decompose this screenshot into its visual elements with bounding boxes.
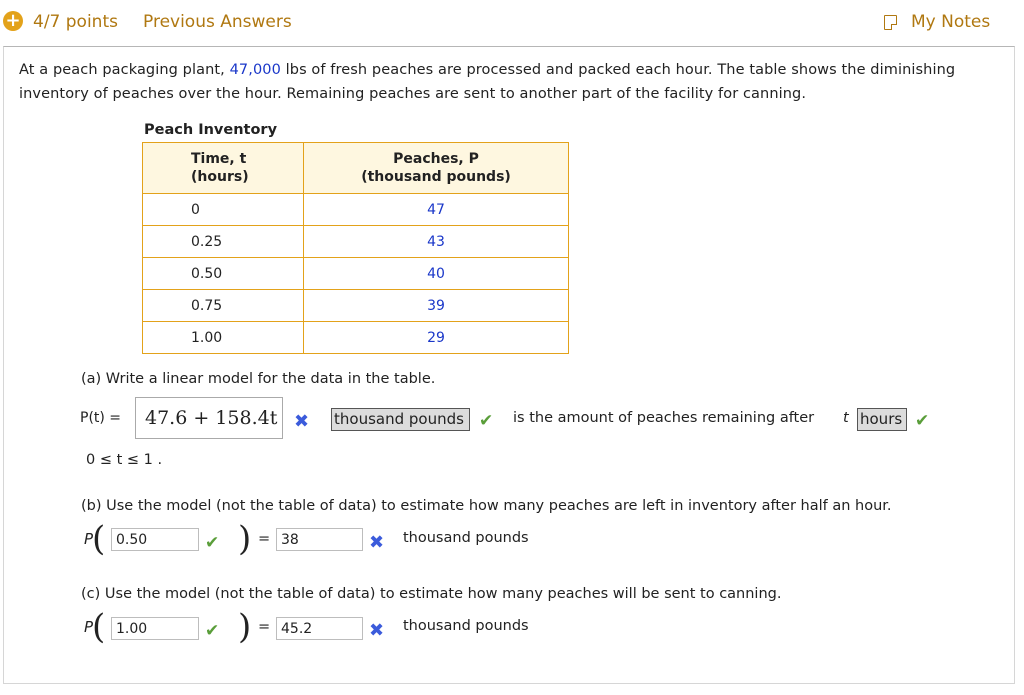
table-title: Peach Inventory bbox=[144, 122, 278, 138]
time-column-header bbox=[143, 143, 304, 194]
t-variable: t bbox=[843, 410, 849, 426]
my-notes-link[interactable]: My Notes bbox=[911, 12, 991, 32]
prompt-amount: 47,000 bbox=[229, 62, 281, 78]
peaches-header-line1: Peaches, P bbox=[393, 151, 479, 167]
table-row bbox=[143, 194, 569, 226]
incorrect-x-icon: ✖ bbox=[369, 620, 385, 641]
part-c-unit: thousand pounds bbox=[403, 618, 529, 634]
incorrect-x-icon: ✖ bbox=[294, 411, 310, 432]
prompt-text-end: lbs of fresh peaches are processed and packed each hour. The table shows the diminishing inventory of peaches over the hour. Remaining peaches are sent to another part of the facility for canning. bbox=[19, 62, 956, 102]
incorrect-x-icon: ✖ bbox=[369, 532, 385, 553]
prompt-text-start: At a peach packaging plant, bbox=[19, 62, 230, 78]
equals-sign: = bbox=[258, 619, 271, 635]
time-header-line2: (hours) bbox=[191, 169, 249, 185]
right-paren: ) bbox=[238, 519, 252, 559]
p-function-label: P bbox=[84, 618, 94, 636]
problem-statement bbox=[19, 58, 1009, 106]
table-header-row bbox=[143, 143, 569, 194]
time-cell: 0 bbox=[143, 194, 304, 226]
correct-check-icon: ✔ bbox=[205, 621, 220, 641]
table-row bbox=[143, 258, 569, 290]
part-b-question: (b) Use the model (not the table of data) to estimate how many peaches are left in inventory after half an hour. bbox=[81, 498, 892, 514]
table-row bbox=[143, 322, 569, 354]
equals-sign: = bbox=[258, 531, 271, 547]
points-label: 4/7 points bbox=[33, 12, 118, 32]
left-paren: ( bbox=[92, 607, 106, 647]
peaches-cell: 40 bbox=[304, 258, 569, 290]
peach-inventory-table bbox=[142, 142, 569, 354]
peaches-cell: 39 bbox=[304, 290, 569, 322]
time-header-line1: Time, t bbox=[191, 151, 247, 167]
table-row bbox=[143, 226, 569, 258]
peaches-column-header bbox=[304, 143, 569, 194]
part-a-lhs: P(t) = bbox=[80, 410, 122, 426]
left-paren: ( bbox=[92, 519, 106, 559]
plus-circle-icon[interactable]: + bbox=[3, 11, 23, 31]
time-unit-answer[interactable]: hours bbox=[857, 408, 907, 431]
peaches-cell: 47 bbox=[304, 194, 569, 226]
part-a-question: (a) Write a linear model for the data in the table. bbox=[81, 371, 436, 387]
part-b-input[interactable]: 0.50 bbox=[111, 528, 199, 551]
peaches-header-line2: (thousand pounds) bbox=[361, 169, 511, 185]
peaches-cell: 43 bbox=[304, 226, 569, 258]
notes-icon[interactable] bbox=[884, 15, 897, 30]
part-c-input[interactable]: 1.00 bbox=[111, 617, 199, 640]
time-cell: 0.75 bbox=[143, 290, 304, 322]
part-c-result-input[interactable]: 45.2 bbox=[276, 617, 363, 640]
time-cell: 1.00 bbox=[143, 322, 304, 354]
right-paren: ) bbox=[238, 607, 252, 647]
table-row bbox=[143, 290, 569, 322]
part-b-unit: thousand pounds bbox=[403, 530, 529, 546]
linear-model-answer[interactable]: 47.6 + 158.4t bbox=[135, 397, 283, 439]
correct-check-icon: ✔ bbox=[915, 411, 930, 431]
unit-answer-thousand-pounds[interactable]: thousand pounds bbox=[331, 408, 470, 431]
previous-answers-link[interactable]: Previous Answers bbox=[143, 12, 292, 32]
header-bar bbox=[0, 0, 1014, 46]
domain-text: 0 ≤ t ≤ 1 . bbox=[86, 452, 163, 468]
correct-check-icon: ✔ bbox=[205, 533, 220, 553]
time-cell: 0.25 bbox=[143, 226, 304, 258]
correct-check-icon: ✔ bbox=[479, 411, 494, 431]
part-b-result-input[interactable]: 38 bbox=[276, 528, 363, 551]
part-c-question: (c) Use the model (not the table of data) to estimate how many peaches will be sent to canning. bbox=[81, 586, 782, 602]
time-cell: 0.50 bbox=[143, 258, 304, 290]
part-a-middle-text: is the amount of peaches remaining after bbox=[513, 410, 815, 426]
p-function-label: P bbox=[84, 530, 94, 548]
peaches-cell: 29 bbox=[304, 322, 569, 354]
